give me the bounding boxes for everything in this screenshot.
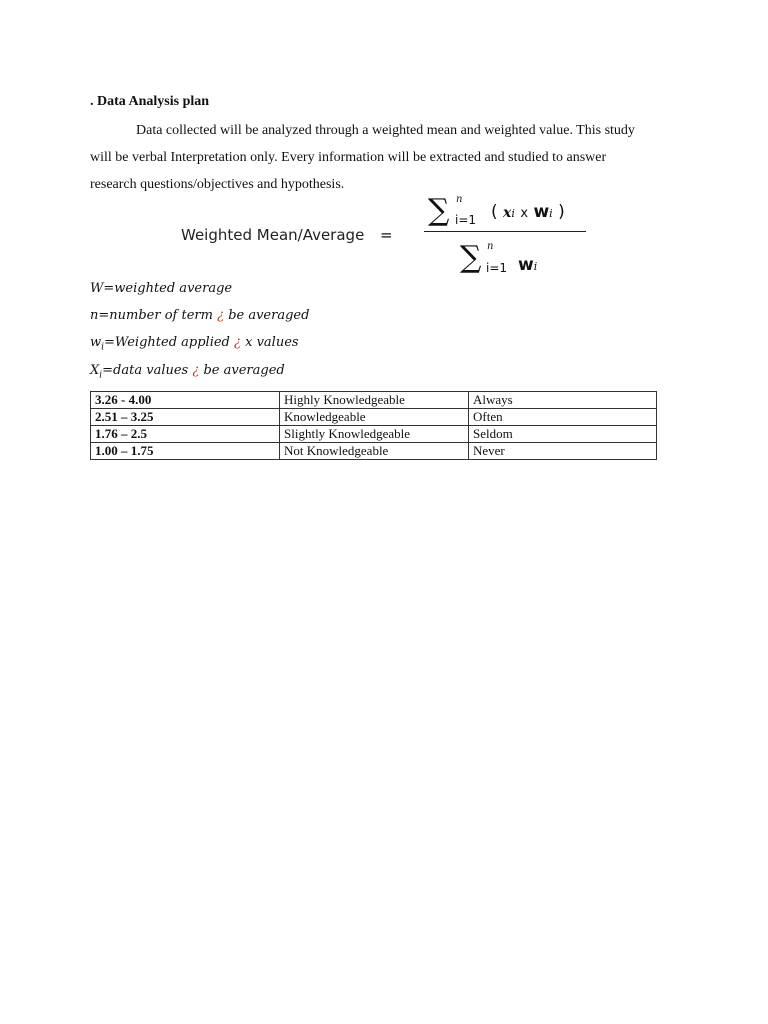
level-cell: Highly Knowledgeable xyxy=(280,392,469,409)
numerator-upper-limit: n xyxy=(456,194,463,205)
numerator-term xyxy=(491,202,565,222)
definition-w: W=weighted average xyxy=(90,281,233,296)
level-cell: Not Knowledgeable xyxy=(280,443,469,460)
table-row xyxy=(91,426,657,443)
frequency-cell: Always xyxy=(469,392,657,409)
w-subscript: i xyxy=(549,207,553,220)
w-subscript: i xyxy=(533,260,538,273)
frequency-cell: Never xyxy=(469,443,657,460)
paragraph-line-2: will be verbal Interpretation only. Every information will be extracted and studied to answer xyxy=(90,150,607,165)
paragraph-line-1: Data collected will be analyzed through a weighted mean and weighted value. This study xyxy=(136,123,635,138)
fraction-bar xyxy=(424,231,586,232)
range-cell: 1.76 – 2.5 xyxy=(91,426,280,443)
w-variable: w xyxy=(533,202,550,222)
definition-wi: $w_i=Weighted$ applied ¿ x values xyxy=(90,335,299,353)
x-subscript: i xyxy=(511,207,515,220)
numerator-sigma: ∑ xyxy=(428,193,450,228)
interpretation-scale-table xyxy=(90,391,657,460)
denominator-upper-limit: n xyxy=(487,241,494,252)
formula-equals: = xyxy=(380,226,393,244)
body-paragraph xyxy=(90,117,680,198)
range-cell: 3.26 - 4.00 xyxy=(91,392,280,409)
numerator-lower-limit: i=1 xyxy=(455,213,477,227)
frequency-cell: Seldom xyxy=(469,426,657,443)
level-cell: Knowledgeable xyxy=(280,409,469,426)
section-heading: . Data Analysis plan xyxy=(90,94,210,109)
range-cell: 2.51 – 3.25 xyxy=(91,409,280,426)
paragraph-line-3: research questions/objectives and hypothesis. xyxy=(90,177,345,192)
denominator-lower-limit: i=1 xyxy=(486,261,508,275)
close-paren: ) xyxy=(558,202,565,222)
open-paren: ( xyxy=(491,202,498,222)
table-row xyxy=(91,409,657,426)
table-row xyxy=(91,392,657,409)
definition-xi: $X_i=data$ values ¿ be averaged xyxy=(90,363,285,381)
range-cell: 1.00 – 1.75 xyxy=(91,443,280,460)
definition-n: n=number of term ¿ be averaged xyxy=(90,308,310,323)
w-variable: w xyxy=(518,255,534,275)
times-sign: x xyxy=(520,206,529,221)
denominator-sigma: ∑ xyxy=(460,240,482,275)
level-cell: Slightly Knowledgeable xyxy=(280,426,469,443)
x-variable: x xyxy=(503,205,512,221)
denominator-term xyxy=(518,255,537,275)
frequency-cell: Often xyxy=(469,409,657,426)
table-row xyxy=(91,443,657,460)
formula-label: Weighted Mean/Average xyxy=(181,226,365,244)
